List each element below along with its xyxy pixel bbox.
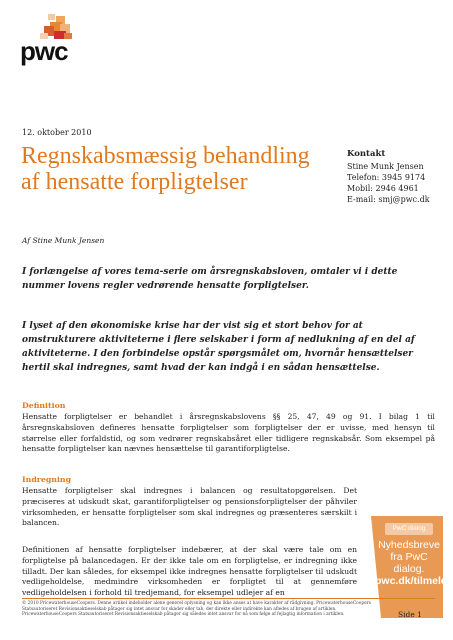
- section-heading: Definition: [22, 401, 66, 410]
- page-number: Side 1: [398, 610, 422, 619]
- banner-link[interactable]: pwc.dk/tilmeld: [375, 575, 448, 587]
- contact-heading: Kontakt: [347, 149, 386, 159]
- banner-text[interactable]: [375, 539, 448, 587]
- contact-mobile: Mobil: 2946 4961: [347, 184, 419, 193]
- publication-date: 12. oktober 2010: [22, 128, 92, 137]
- footer-divider: [22, 598, 435, 599]
- banner-line-1: Nyhedsbreve: [378, 539, 440, 551]
- contact-phone: Telefon: 3945 9174: [347, 173, 426, 182]
- section-text: Definitionen af hensatte forpligtelser indebærer, at der skal være tale om en forpligtelse på balancedagen. Er der ikke tale om en forpligtelse, er indregning ikke tilladt. Der kan således, for eksempel ikke indregnes hensatte forpligtelser til udskudt vedligeholdelse, medmindre virksomheden er forpligtet til at gennemføre vedligeholdelsen i forhold til tredjemand, for eksempel udlejer af en: [22, 545, 357, 598]
- banner-badge: PwC dialog: [385, 523, 433, 535]
- section-paragraph: [22, 545, 357, 599]
- contact-box: [347, 149, 447, 205]
- pwc-logo-text: pwc: [20, 36, 68, 66]
- section-text: Hensatte forpligtelser skal indregnes i balancen og resultatopgørelsen. Det præciseres at udskudt skat, garantiforpligtelser og pensionsforpligtelser der påhviler virksomheden, er hensatte forpligtelser som skal indregnes og præsenteres særskilt i balancen.: [22, 486, 357, 528]
- footer-disclaimer: © 2010 PricewaterhouseCoopers. Denne artikel indeholder alene generel oplysning og kan ikke anses at have karakter af rådgivning. PricewaterhouseCoopers Statsautoriseret Revisionsaktieselskab påtager sig intet ansvar for skader eller tab, der direkte eller indirekte kan afledes af brugen af artiklen. PricewaterhouseCoopers Statsautoriseret Revisionsaktieselskab påtager sig således intet ansvar for nå som følge af fejlagtig information i artiklen.: [22, 601, 371, 617]
- banner-line-2: fra PwC dialog.: [390, 551, 428, 575]
- section-definition: [22, 401, 435, 455]
- lead-paragraph-2: I lyset af den økonomiske krise har der vist sig et stort behov for at omstrukturere aktiviteterne i flere selskaber i form af nedlukning af en del af aktiviteterne. I den forbindelse opstår spørgsmålet om, hvornår hensættelser hertil skal indregnes, samt hvad der kan indgå i en sådan hensættelse.: [22, 321, 415, 373]
- article-title: Regnskabsmæssig behandling af hensatte forpligtelser: [21, 143, 310, 195]
- section-indregning: [22, 475, 357, 529]
- contact-name: Stine Munk Jensen: [347, 162, 424, 171]
- author-byline: Af Stine Munk Jensen: [22, 236, 105, 245]
- section-text: Hensatte forpligtelser er behandlet i årsregnskabslovens §§ 25, 47, 49 og 91. I bilag 1 til årsregnskabsloven defineres hensatte forpligtelser som forpligtelser der er uvisse, med hensyn til størrelse eller forfaldstid, og som vedrører regnskabsåret eller tidligere regnskabsår. Som eksempel på hensatte forpligtelser kan nævnes hensættelse til garantiforpligtelse.: [22, 412, 435, 454]
- section-heading: Indregning: [22, 475, 72, 484]
- contact-email[interactable]: E-mail: smj@pwc.dk: [347, 195, 430, 204]
- lead-paragraph-1: I forlængelse af vores tema-serie om årsregnskabsloven, omtaler vi i dette nummer lovens regler vedrørende hensatte forpligtelser.: [22, 267, 398, 291]
